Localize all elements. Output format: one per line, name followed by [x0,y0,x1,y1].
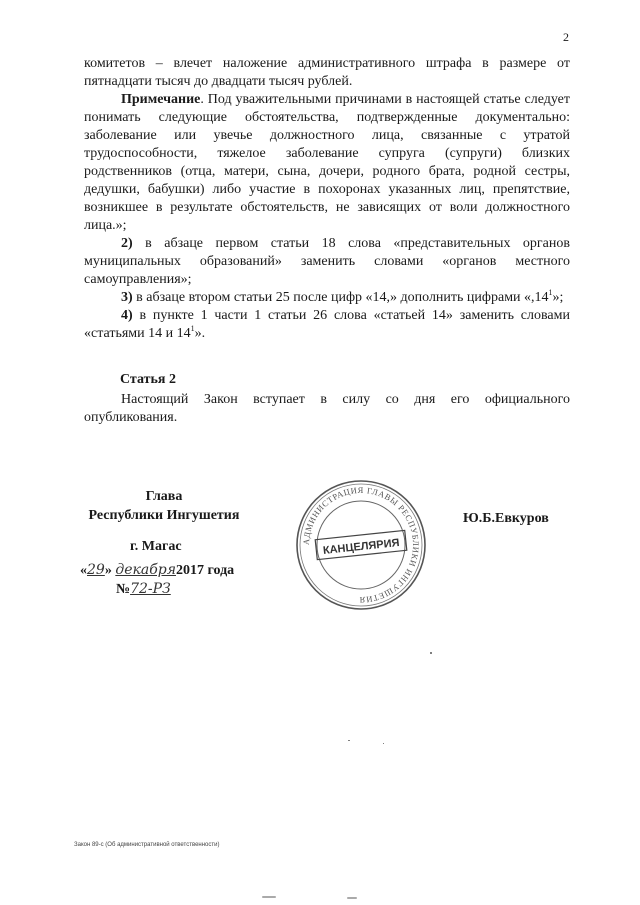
item-number: 4) [121,308,133,323]
document-body [84,55,570,343]
scan-speck [383,743,384,744]
superscript: 1 [190,324,195,333]
date-year: 2017 года [175,563,235,578]
item-text: в абзаце первом статьи 18 слова «представительных органов муниципальных образований» заменить словами «органов местного самоуправления»; [84,236,570,287]
scan-speck [430,652,432,654]
date-month-handwritten: декабря [115,562,176,578]
stamp-ring-text-path: АДМИНИСТРАЦИЯ ГЛАВЫ РЕСПУБЛИКИ ИНГУШЕТИЯ [300,484,422,606]
law-number [116,581,171,598]
date-open-quote: « [80,563,87,578]
footer-note: Закон 89-с (Об административной ответственности) [74,842,220,848]
signatory-title [78,487,250,525]
article-2-heading: Статья 2 [120,372,176,387]
amendment-item-4 [84,307,570,343]
signatory-name: Ю.Б.Евкуров [463,511,549,526]
scan-speck [347,897,357,899]
signatory-title-line-1: Глава [145,489,183,504]
office-stamp [294,478,428,612]
paragraph-fine: комитетов – влечет наложение административного штрафа в размере от пятнадцати тысяч до двадцати тысяч рублей. [84,56,570,89]
amendment-item-3 [84,289,570,307]
signing-city: г. Магас [130,539,182,554]
date-close-quote: » [104,563,112,578]
note-label: Примечание [121,92,201,107]
scan-speck [262,896,276,898]
signatory-title-line-2: Республики Ингушетия [88,508,240,523]
page-number: 2 [563,30,569,44]
item-number: 2) [121,236,133,251]
date-day-handwritten: 29 [87,562,105,578]
article-2-text: Настоящий Закон вступает в силу со дня его официального опубликования. [84,392,570,425]
number-handwritten: 72-РЗ [130,581,171,597]
item-text: в пункте 1 части 1 статьи 26 слова «статьей 14» заменить словами «статьями 14 и 14 [84,308,570,341]
item-text: в абзаце втором статьи 25 после цифр «14,» дополнить цифрами «,14 [132,290,549,305]
number-prefix: № [116,582,131,597]
stamp-center-text: КАНЦЕЛЯРИЯ [322,537,401,557]
superscript: 1 [548,288,553,297]
note-text: . Под уважительными причинами в настоящей статье следует понимать следующие обстоятельства, подтвержденные документально: заболевание или увечье должностного лица, связанные с утратой трудоспособности, тяжелое заболевание супруга (супруги) близких родственников (отца, матери, сына, дочери, родного брата, родной сестры, дедушки, бабушки) либо участие в похоронах указанных лиц, препятствие, возникшее в результате обстоятельств, не зависящих от воли должностного лица.»; [84,92,570,233]
item-text-end: »; [552,290,564,305]
signing-date [80,562,234,579]
amendment-item-2 [84,235,570,289]
paragraph-note [84,91,570,235]
item-number: 3) [121,290,133,305]
scan-speck [348,740,350,741]
item-text-end: ». [194,326,206,341]
